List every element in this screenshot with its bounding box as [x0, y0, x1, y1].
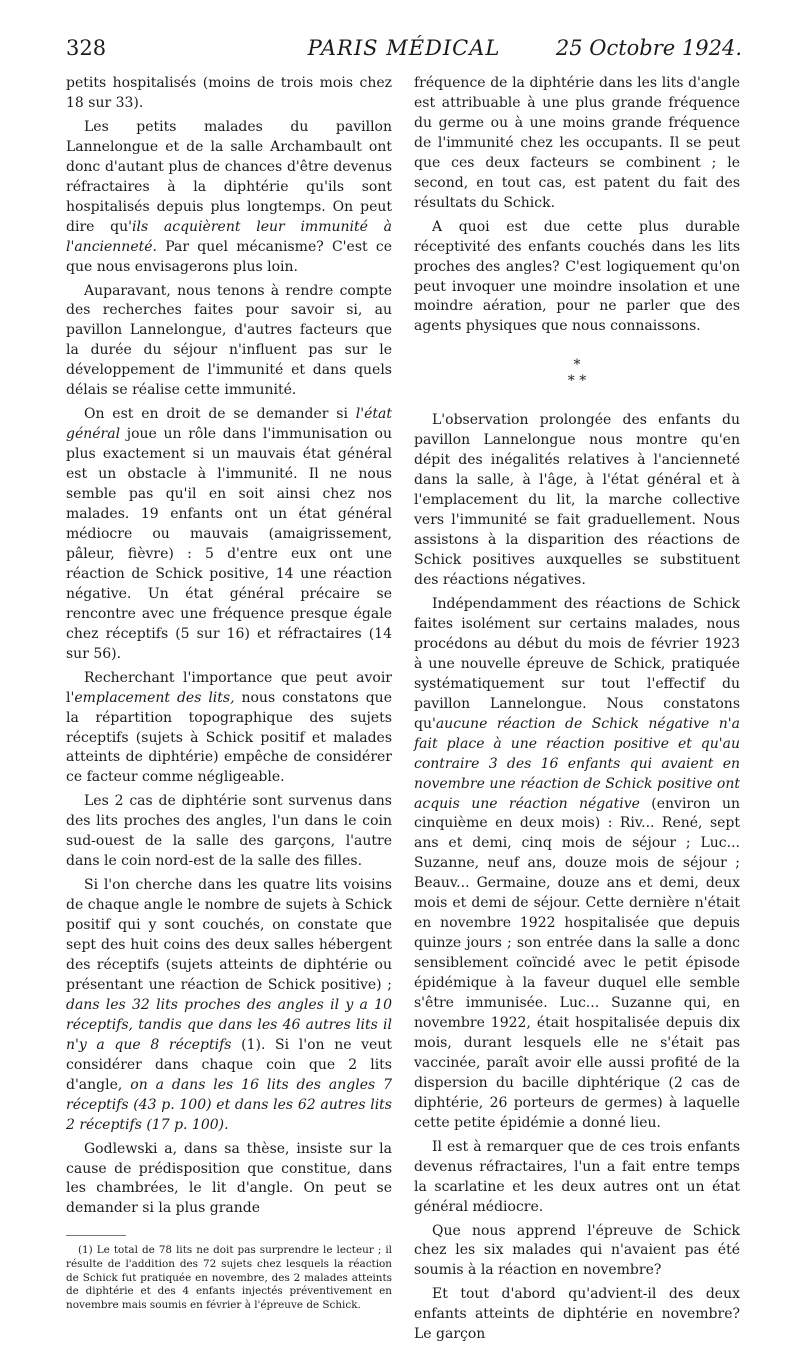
paragraph: L'observation prolongée des enfants du pavillon Lannelongue nous montre qu'en dépit des inégalités relatives à l'ancienneté dans la salle, à l'âge, à l'état général et à l'emplacement du lit, la marche collective vers l'immunité se fait graduellement. Nous assistons à la disparition des réactions de Schick positives auxquelles se substituent des réactions négatives. [414, 412, 740, 589]
paragraph: Recherchant l'importance que peut avoir l'emplacement des lits, nous constatons que la répartition topographique des sujets réceptifs (sujets à Schick positif et malades atteints de diphtérie) empêche de considérer ce facteur comme négligeable. [66, 669, 392, 786]
page-number: 328 [66, 36, 107, 60]
paragraph: petits hospitalisés (moins de trois mois chez 18 sur 33). [66, 75, 392, 111]
right-column [414, 74, 740, 1349]
footnote-divider [66, 1235, 126, 1236]
paragraph: A quoi est due cette plus durable réceptivité des enfants couchés dans les lits proches des angles? C'est logiquement qu'on peut invoquer une moindre insolation et une moindre aération, pour ne parler que des agents physiques que nous connaissons. [414, 218, 740, 335]
paragraph: Godlewski a, dans sa thèse, insiste sur la cause de prédisposition que constitue, dans les chambrées, le lit d'angle. On peut se demander si la plus grande [66, 1140, 392, 1217]
paragraph: fréquence de la diphtérie dans les lits d'angle est attribuable à une plus grande fréquence du germe ou à une moins grande fréquence de l'immunité chez les occupants. Il se peut que ces deux facteurs se combinent ; le second, en tout cas, est patent du fait des résultats du Schick. [414, 75, 740, 211]
section-separator: * * * [567, 357, 587, 390]
left-column [66, 74, 392, 1312]
paragraph: Il est à remarquer que de ces trois enfants devenus réfractaires, l'un a fait entre temps la scarlatine et les deux autres ont un état général médiocre. [414, 1138, 740, 1215]
journal-title: PARIS MÉDICAL [307, 36, 501, 60]
paragraph: Les 2 cas de diphtérie sont survenus dans des lits proches des angles, l'un dans le coin sud-ouest de la salle des garçons, l'autre dans le coin nord-est de la salle des filles. [66, 793, 392, 870]
issue-date: 25 Octobre 1924. [555, 36, 742, 60]
paragraph: Que nous apprend l'épreuve de Schick chez les six malades qui n'avaient pas été soumis à la réaction en novembre? [414, 1222, 740, 1279]
paragraph: Auparavant, nous tenons à rendre compte des recherches faites pour savoir si, au pavillon Lannelongue, d'autres facteurs que la durée du séjour n'influent pas sur le développement de l'immunité et dans quels délais se réalise cette immunité. [66, 282, 392, 399]
paragraph: On est en droit de se demander si l'état général joue un rôle dans l'immunisation ou plus exactement si un mauvais état général est un obstacle à l'immunité. Il ne nous semble pas qu'il en soit ainsi chez nos malades. 19 enfants ont un état général médiocre ou mauvais (amaigrissement, pâleur, fièvre) : 5 d'entre eux ont une réaction de Schick positive, 14 une réaction négative. Un état général précaire se rencontre avec une fréquence presque égale chez réceptifs (5 sur 16) et réfractaires (14 sur 56). [66, 406, 392, 662]
paragraph: Les petits malades du pavillon Lannelongue et de la salle Archambault ont donc d'autant plus de chances d'être devenus réfractaires à la diphtérie qu'ils sont hospitalisés depuis plus longtemps. On peut dire qu'ils acquièrent leur immunité à l'ancienneté. Par quel mécanisme? C'est ce que nous envisagerons plus loin. [66, 118, 392, 275]
footnote: (1) Le total de 78 lits ne doit pas surprendre le lecteur ; il résulte de l'addition des 72 sujets chez lesquels la réaction de Schick fut pratiquée en novembre, des 2 malades atteints de diphtérie et des 4 enfants injectés préventivement en novembre mais soumis en février à l'épreuve de Schick. [66, 1244, 392, 1311]
paragraph: Et tout d'abord qu'advient-il des deux enfants atteints de diphtérie en novembre? Le garçon [414, 1286, 740, 1343]
paragraph: Indépendamment des réactions de Schick faites isolément sur certains malades, nous procédons au début du mois de février 1923 à une nouvelle épreuve de Schick, pratiquée systématiquement sur tout l'effectif du pavillon Lannelongue. Nous constatons qu'aucune réaction de Schick négative n'a fait place à une réaction positive et qu'au contraire 3 des 16 enfants qui avaient en novembre une réaction de Schick positive ont acquis une réaction négative (environ un cinquième en deux mois) : Riv... René, sept ans et demi, cinq mois de séjour ; Luc... Suzanne, neuf ans, douze mois de séjour ; Beauv... Germaine, douze ans et demi, deux mois et demi de séjour. Cette dernière n'était en novembre 1922 hospitalisée que depuis quinze jours ; son entrée dans la salle a donc sensiblement coïncidé avec le petit épisode épidémique à la faveur duquel elle semble s'être immunisée. Luc... Suzanne qui, en novembre 1922, était hospitalisée depuis dix mois, durant lesquels elle ne s'était pas vaccinée, paraît avoir elle aussi profité de la dispersion du bacille diphtérique (2 cas de diphtérie, 26 porteurs de germes) à laquelle cette petite épidémie a donné lieu. [414, 595, 740, 1131]
paragraph: Si l'on cherche dans les quatre lits voisins de chaque angle le nombre de sujets à Schick positif qui y sont couchés, on constate que sept des huit coins des deux salles hébergent des réceptifs (sujets atteints de diphtérie ou présentant une réaction de Schick positive) ; dans les 32 lits proches des angles il y a 10 réceptifs, tandis que dans les 46 autres lits il n'y a que 8 réceptifs (1). Si l'on ne veut considérer dans chaque coin que 2 lits d'angle, on a dans les 16 lits des angles 7 réceptifs (43 p. 100) et dans les 62 autres lits 2 réceptifs (17 p. 100). [66, 877, 392, 1133]
page-header [66, 36, 742, 68]
